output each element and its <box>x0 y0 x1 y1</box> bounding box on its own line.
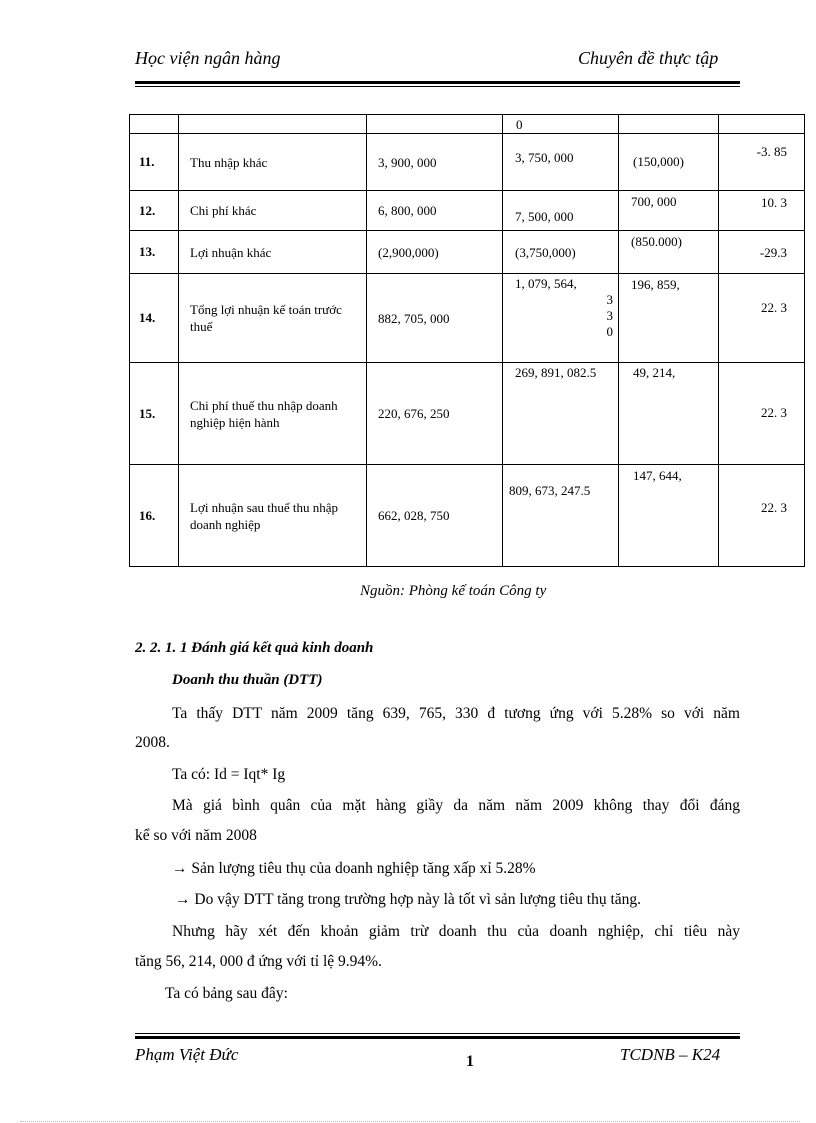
value-2009: 3, 750, 000 <box>515 150 574 165</box>
footer-class: TCDNB – K24 <box>620 1045 721 1064</box>
value-pct: 22. 3 <box>761 300 787 315</box>
value-pct: 22. 3 <box>761 405 787 420</box>
row-label: Thu nhập khác <box>179 134 367 191</box>
cell-top-c4: 0 <box>516 117 523 132</box>
value-diff: 147, 644, <box>633 468 682 483</box>
header-left: Học viện ngân hàng <box>135 48 281 68</box>
paragraph-line: Mà giá bình quân của mặt hàng giầy da năm năm 2009 không thay đổi đáng <box>172 797 740 814</box>
value-diff: 196, 859, <box>631 277 680 292</box>
paragraph-line: → Do vậy DTT tăng trong trường hợp này là tốt vì sản lượng tiêu thụ tăng. <box>175 891 641 908</box>
value-2009-wrap: 3 <box>606 308 613 323</box>
paragraph-line: Nhưng hãy xét đến khoản giảm trừ doanh thu của doanh nghiệp, chỉ tiêu này <box>172 923 740 940</box>
footer-author: Phạm Việt Đức <box>135 1045 239 1064</box>
value-2008: 6, 800, 000 <box>367 191 503 231</box>
value-pct: 10. 3 <box>761 195 787 210</box>
row-label: Tổng lợi nhuận kế toán trước thuế <box>179 274 367 363</box>
value-2009: 809, 673, 247.5 <box>509 483 591 498</box>
row-label: Chi phí khác <box>179 191 367 231</box>
table-row <box>130 363 805 465</box>
header-rule-thick <box>135 81 740 84</box>
header-rule-thin <box>135 86 740 87</box>
value-2009: 269, 891, 082.5 <box>515 365 597 380</box>
table-row-top <box>130 115 805 134</box>
value-2008: 3, 900, 000 <box>367 134 503 191</box>
paragraph-line: Ta có bảng sau đây: <box>165 985 288 1002</box>
footer-rule-thin <box>135 1033 740 1034</box>
paragraph-line: Ta thấy DTT năm 2009 tăng 639, 765, 330 đ tương ứng với 5.28% so với năm <box>172 705 740 722</box>
row-number: 16. <box>130 465 179 567</box>
table-row <box>130 191 805 231</box>
row-number: 11. <box>130 134 179 191</box>
section-heading: 2. 2. 1. 1 Đánh giá kết quả kinh doanh <box>135 640 374 656</box>
value-2008: 220, 676, 250 <box>367 363 503 465</box>
value-2008: 662, 028, 750 <box>367 465 503 567</box>
table-source: Nguồn: Phòng kế toán Công ty <box>360 583 547 599</box>
financial-table <box>129 114 805 567</box>
value-2009: 1, 079, 564, <box>515 276 577 291</box>
row-label: Lợi nhuận sau thuế thu nhập doanh nghiệp <box>179 465 367 567</box>
paragraph-line: → Sản lượng tiêu thụ của doanh nghiệp tăng xấp xỉ 5.28% <box>172 860 536 877</box>
value-pct: -3. 85 <box>756 144 787 159</box>
row-number: 13. <box>130 231 179 274</box>
page-number: 1 <box>466 1053 474 1070</box>
value-2009: 7, 500, 000 <box>515 209 574 224</box>
sub-heading: Doanh thu thuần (DTT) <box>172 672 323 688</box>
value-diff: (150,000) <box>633 154 684 169</box>
footer-rule-thick <box>135 1036 740 1039</box>
value-2008: (2,900,000) <box>367 231 503 274</box>
row-label: Lợi nhuận khác <box>179 231 367 274</box>
value-2009-wrap: 0 <box>606 324 613 339</box>
row-number: 12. <box>130 191 179 231</box>
table-row <box>130 274 805 363</box>
value-2009-wrap: 3 <box>606 292 613 307</box>
value-diff: (850.000) <box>631 234 682 249</box>
row-number: 15. <box>130 363 179 465</box>
table-row <box>130 134 805 191</box>
paragraph-line: kể so với năm 2008 <box>135 827 257 844</box>
value-diff: 700, 000 <box>631 194 677 209</box>
value-pct: -29.3 <box>759 245 787 260</box>
row-number: 14. <box>130 274 179 363</box>
table-row <box>130 465 805 567</box>
paragraph-line: tăng 56, 214, 000 đ ứng với tỉ lệ 9.94%. <box>135 953 382 970</box>
paragraph-line: Ta có: Id = Iqt* Ig <box>172 766 286 783</box>
value-2008: 882, 705, 000 <box>367 274 503 363</box>
page-edge-dots <box>20 1121 800 1122</box>
paragraph-line: 2008. <box>135 734 170 751</box>
header-right: Chuyên đề thực tập <box>578 48 719 68</box>
value-2009: (3,750,000) <box>515 245 576 260</box>
value-diff: 49, 214, <box>633 365 676 380</box>
row-label: Chi phí thuế thu nhập doanh nghiệp hiện hành <box>179 363 367 465</box>
table-row <box>130 231 805 274</box>
value-pct: 22. 3 <box>761 500 787 515</box>
